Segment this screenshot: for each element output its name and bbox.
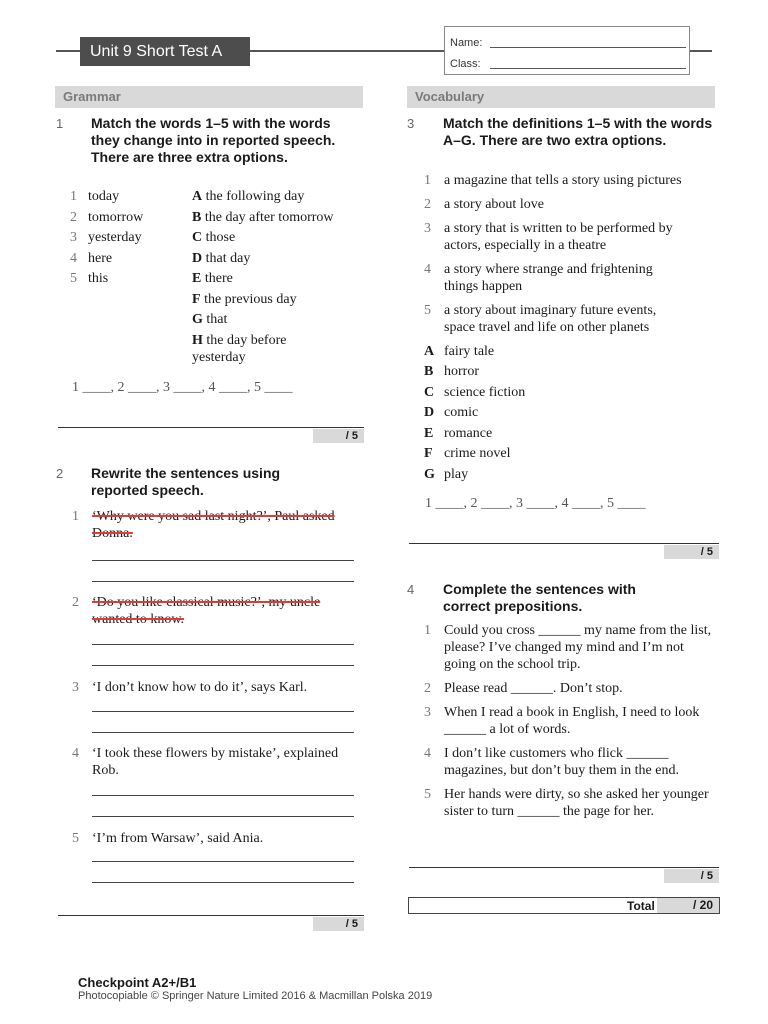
q3-instruction: Match the definitions 1–5 with the words A–G. There are two extra options.: [443, 115, 713, 148]
q1-right-option: E there: [192, 271, 233, 286]
q1-score-box: / 5: [313, 429, 364, 443]
q1-right-option: F the previous day: [192, 292, 297, 307]
q2-answer-line[interactable]: [92, 644, 354, 645]
q2-instruction: Rewrite the sentences using reported speech.: [91, 465, 281, 498]
name-label: Name:: [450, 37, 483, 49]
footer-copyright: Photocopiable © Springer Nature Limited 2016 & Macmillan Polska 2019: [78, 990, 433, 1002]
q2-answer-line[interactable]: [92, 882, 354, 883]
q1-instruction: Match the words 1–5 with the words they change into in reported speech. There are three extra options.: [91, 115, 336, 165]
q2-answer-line[interactable]: [92, 560, 354, 561]
q3-number: 3: [407, 116, 415, 131]
q4-number: 4: [407, 582, 415, 597]
q1-answer-blanks[interactable]: 1 ____, 2 ____, 3 ____, 4 ____, 5 ____: [72, 380, 293, 395]
name-row: [450, 37, 482, 51]
q2-answer-line[interactable]: [92, 581, 354, 582]
q2-divider: [58, 915, 364, 916]
q2-answer-line[interactable]: [92, 711, 354, 712]
footer-book-title: Checkpoint A2+/B1: [78, 975, 197, 990]
class-field[interactable]: [490, 68, 686, 69]
q1-right-option: H the day before yesterday: [192, 333, 287, 365]
q1-right-option: C those: [192, 230, 236, 245]
q1-divider: [58, 427, 364, 428]
class-row: [450, 58, 481, 72]
q3-score-box: / 5: [664, 545, 719, 559]
total-label: Total: [627, 899, 655, 913]
q2-score-box: / 5: [313, 917, 364, 931]
q2-answer-line[interactable]: [92, 816, 354, 817]
q4-instruction: Complete the sentences with correct prepositions.: [443, 581, 636, 614]
class-label: Class:: [450, 58, 481, 70]
q4-score-box: / 5: [664, 869, 719, 883]
q1-right-option: B the day after tomorrow: [192, 210, 334, 225]
q2-answer-line[interactable]: [92, 795, 354, 796]
grammar-section-bar: Grammar: [55, 86, 363, 108]
test-title: Unit 9 Short Test A: [80, 37, 250, 66]
vocabulary-section-bar: Vocabulary: [407, 86, 715, 108]
q2-number: 2: [56, 466, 64, 481]
q1-right-option: A the following day: [192, 189, 305, 204]
q2-answer-line[interactable]: [92, 665, 354, 666]
q1-number: 1: [56, 116, 64, 131]
q1-right-option: G that: [192, 312, 228, 327]
name-field[interactable]: [490, 47, 686, 48]
q4-divider: [409, 867, 719, 868]
q3-divider: [409, 543, 719, 544]
q2-answer-line[interactable]: [92, 861, 354, 862]
q3-answer-blanks[interactable]: 1 ____, 2 ____, 3 ____, 4 ____, 5 ____: [425, 496, 646, 511]
total-value: / 20: [657, 898, 719, 913]
name-class-box: [444, 26, 690, 75]
q2-answer-line[interactable]: [92, 732, 354, 733]
q1-right-option: D that day: [192, 251, 251, 266]
total-score-box: [408, 897, 720, 914]
